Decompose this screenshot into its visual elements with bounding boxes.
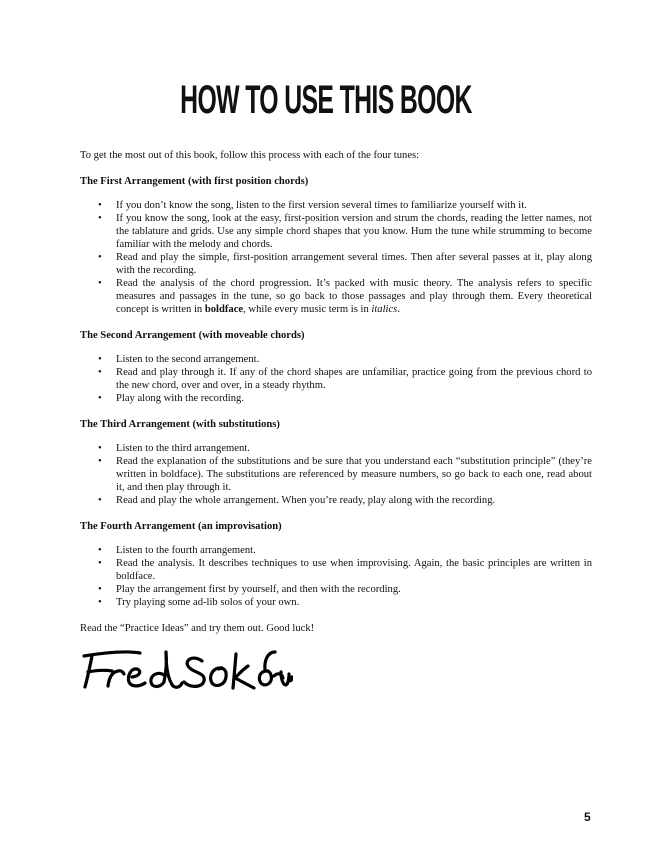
second-arrangement-list: [80, 353, 592, 405]
text-run: , while every music term is in: [243, 304, 372, 315]
signature-drawing: [78, 646, 293, 696]
fourth-arrangement-list: [80, 544, 592, 609]
text-run: .: [397, 304, 400, 315]
list-item: • Listen to the third arrangement.: [80, 442, 592, 455]
list-item: • Read and play the whole arrangement. When you’re ready, play along with the recording.: [80, 494, 592, 507]
list-item: [80, 277, 592, 316]
section-heading-fourth-arrangement: The Fourth Arrangement (an improvisation): [80, 521, 282, 532]
section-heading-first-arrangement: The First Arrangement (with first position chords): [80, 176, 309, 187]
list-item: • Read and play through it. If any of the chord shapes are unfamiliar, practice going from the previous chord to the new chord, over and over, in a steady rhythm.: [80, 366, 592, 392]
list-item: • If you don’t know the song, listen to the first version several times to familiarize yourself with it.: [80, 199, 592, 212]
text-run: Read the analysis of the chord progression. It’s packed with music theory. The analysis refers to specific measures and passages in the tune, so go back to those passages and play through them. Every theoretical concept is written in: [116, 278, 592, 315]
list-item: • Listen to the fourth arrangement.: [80, 544, 592, 557]
boldface-term: boldface: [204, 304, 244, 315]
list-item: • Read the explanation of the substitutions and be sure that you understand each “substitution principle” (they’re written in boldface). The substitutions are referenced by measure numbers, so go back to each one, read about it, and then play through it.: [80, 455, 592, 494]
signature: [78, 646, 293, 701]
page-number: 5: [584, 810, 591, 824]
list-item: • Read and play the simple, first-position arrangement several times. Then after several passes at it, play along with the recording.: [80, 251, 592, 277]
first-arrangement-list: [80, 199, 592, 316]
content-body: [80, 149, 592, 635]
list-item: • Play along with the recording.: [80, 392, 592, 405]
italics-term: italics: [371, 304, 398, 315]
list-item: • If you know the song, look at the easy, first-position version and strum the chords, reading the letter names, not the tablature and grids. Use any simple chord shapes that you know. Hum the tune while strumming to become familiar with the melody and chords.: [80, 212, 592, 251]
section-heading-third-arrangement: The Third Arrangement (with substitutions): [80, 419, 280, 430]
list-item: • Listen to the second arrangement.: [80, 353, 592, 366]
intro-paragraph: To get the most out of this book, follow this process with each of the four tunes:: [80, 150, 420, 161]
section-heading-second-arrangement: The Second Arrangement (with moveable chords): [80, 330, 305, 341]
list-item: • Try playing some ad-lib solos of your own.: [80, 596, 592, 609]
page-title: HOW TO USE THIS BOOK: [180, 78, 472, 122]
list-item: • Play the arrangement first by yourself, and then with the recording.: [80, 583, 592, 596]
list-item: • Read the analysis. It describes techniques to use when improvising. Again, the basic principles are written in boldface.: [80, 557, 592, 583]
closing-paragraph: Read the “Practice Ideas” and try them out. Good luck!: [80, 623, 315, 634]
third-arrangement-list: [80, 442, 592, 507]
